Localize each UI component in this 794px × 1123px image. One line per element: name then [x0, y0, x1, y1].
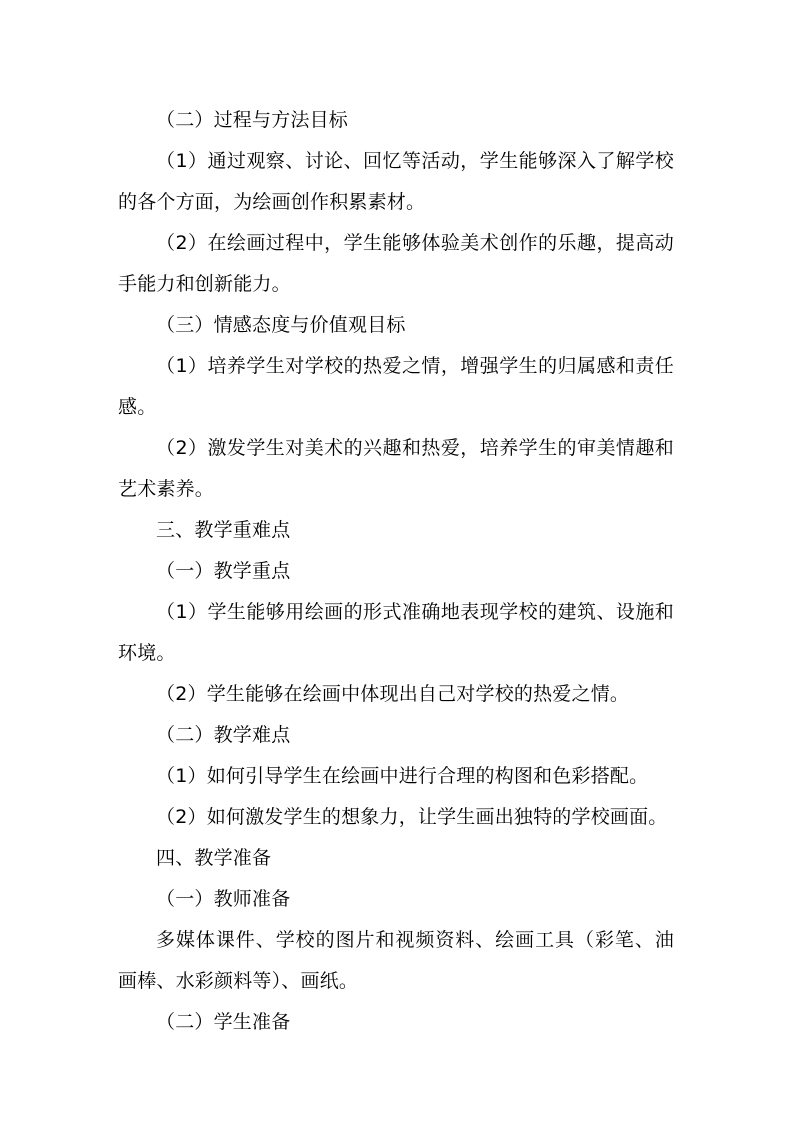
chapter-heading: 四、教学准备: [156, 847, 272, 869]
section-heading: （二）过程与方法目标: [156, 109, 349, 131]
paragraph: （2）如何激发学生的想象力，让学生画出独特的学校画面。: [156, 806, 668, 828]
paragraph: （2）在绘画过程中，学生能够体验美术创作的乐趣，提高动手能力和创新能力。: [118, 232, 674, 295]
section-heading: （三）情感态度与价值观目标: [156, 314, 406, 336]
paragraph: 多媒体课件、学校的图片和视频资料、绘画工具（彩笔、油画棒、水彩颜料等）、画纸。: [118, 929, 674, 992]
section-heading: （一）教学重点: [156, 560, 291, 582]
paragraph: （1）如何引导学生在绘画中进行合理的构图和色彩搭配。: [156, 765, 649, 787]
section-heading: （一）教师准备: [156, 888, 291, 910]
document-body: [118, 100, 674, 1043]
chapter-heading: 三、教学重难点: [156, 519, 291, 541]
paragraph: （2）激发学生对美术的兴趣和热爱，培养学生的审美情趣和艺术素养。: [118, 437, 674, 500]
section-heading: （二）教学难点: [156, 724, 291, 746]
paragraph: （1）培养学生对学校的热爱之情，增强学生的归属感和责任感。: [118, 355, 674, 418]
paragraph: （1）学生能够用绘画的形式准确地表现学校的建筑、设施和环境。: [118, 601, 674, 664]
paragraph: （1）通过观察、讨论、回忆等活动，学生能够深入了解学校的各个方面，为绘画创作积累素材。: [118, 150, 674, 213]
section-heading: （二）学生准备: [156, 1011, 291, 1033]
paragraph: （2）学生能够在绘画中体现出自己对学校的热爱之情。: [156, 683, 630, 705]
